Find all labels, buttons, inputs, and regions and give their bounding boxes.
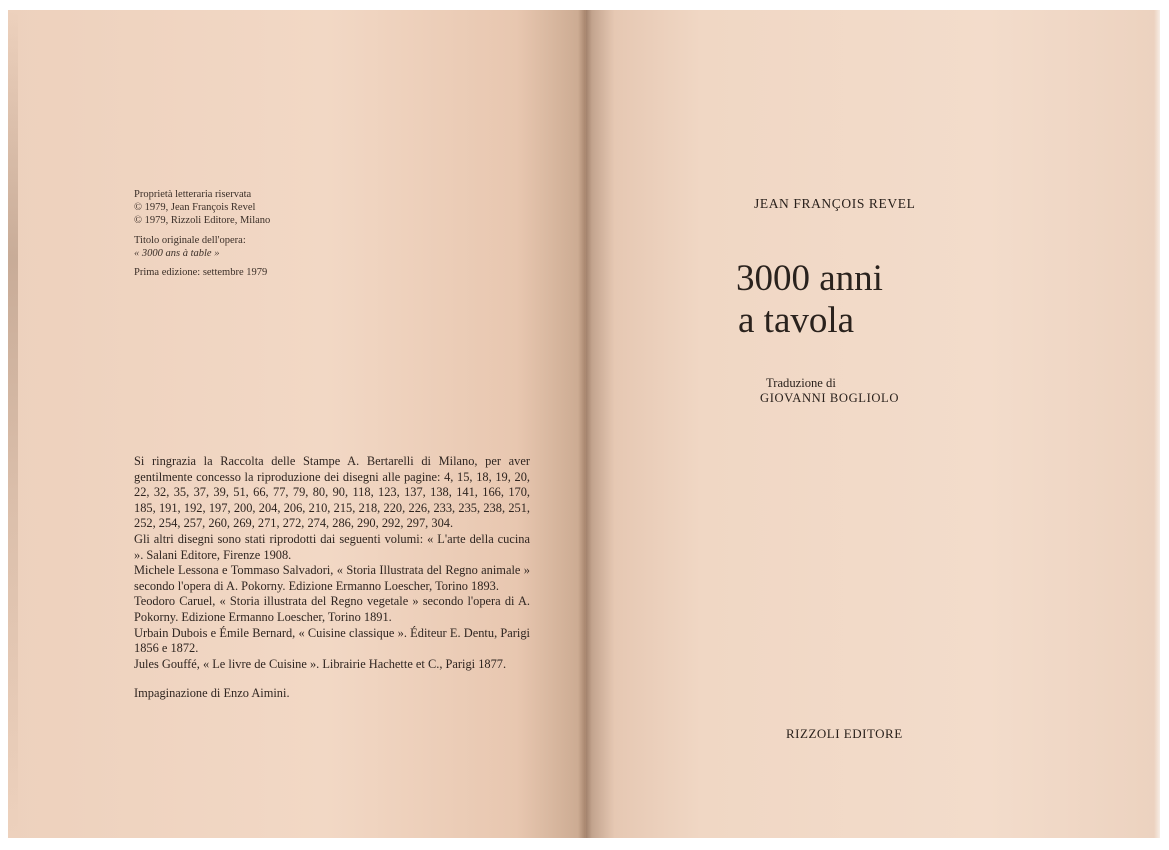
illustration-credits [134, 454, 530, 702]
original-title-label: Titolo originale dell'opera: [134, 234, 246, 246]
title-line: 3000 anni [736, 258, 883, 299]
source-entry: Teodoro Caruel, « Storia illustrata del Regno vegetale » secondo l'opera di A. Pokorny. Edizione Ermanno Loescher, Torino 1891. [134, 594, 530, 624]
source-entry: Urbain Dubois e Émile Bernard, « Cuisine classique ». Éditeur E. Dentu, Parigi 1856 e 1872. [134, 625, 530, 656]
source-entry: Jules Gouffé, « Le livre de Cuisine ». Librairie Hachette et C., Parigi 1877. [134, 656, 507, 671]
author-name: JEAN FRANÇOIS REVEL [754, 196, 916, 211]
copyright-line: © 1979, Rizzoli Editore, Milano [134, 215, 271, 227]
page-edge-highlight [1154, 10, 1160, 838]
left-page [8, 10, 586, 838]
book-spread [8, 10, 1160, 838]
book-gutter [578, 10, 592, 838]
translator-name: GIOVANNI BOGLIOLO [760, 390, 900, 405]
source-entry: Michele Lessona e Tommaso Salvadori, « Storia Illustrata del Regno animale » secondo l'opera di A. Pokorny. Edizione Ermanno Loescher, Torino 1893. [134, 563, 530, 593]
first-edition: Prima edizione: settembre 1979 [134, 267, 268, 279]
title-line: a tavola [738, 300, 855, 341]
original-title: « 3000 ans à table » [134, 247, 220, 259]
page-edge-shadow [8, 10, 18, 838]
source-entry: Gli altri disegni sono stati riprodotti dai seguenti volumi: « L'arte della cucina ». Salani Editore, Firenze 1908. [134, 531, 530, 562]
book-title [736, 258, 883, 342]
thanks-paragraph: Si ringrazia la Raccolta delle Stampe A. Bertarelli di Milano, per aver gentilmente concesso la riproduzione dei disegni alle pagine: 4, 15, 18, 19, 20, 22, 32, 35, 37, 39, 51, 66, 77, 79, 80, 90, 118, 123, 137, 138, 141, 166, 170, 185, 191, 192, 197, 200, 204, 206, 210, 215, 218, 220, 226, 233, 235, 238, 251, 252, 254, 257, 260, 269, 271, 272, 274, 286, 290, 292, 297, 304. [134, 454, 530, 531]
publisher-name: RIZZOLI EDITORE [786, 726, 903, 741]
right-page [586, 10, 1160, 838]
copyright-line: Proprietà letteraria riservata [134, 189, 252, 200]
translation-credit [760, 376, 899, 405]
copyright-line: © 1979, Jean François Revel [134, 202, 256, 214]
copyright-block [134, 188, 270, 279]
layout-credit: Impaginazione di Enzo Aimini. [134, 686, 290, 701]
translation-prefix: Traduzione di [766, 376, 836, 390]
